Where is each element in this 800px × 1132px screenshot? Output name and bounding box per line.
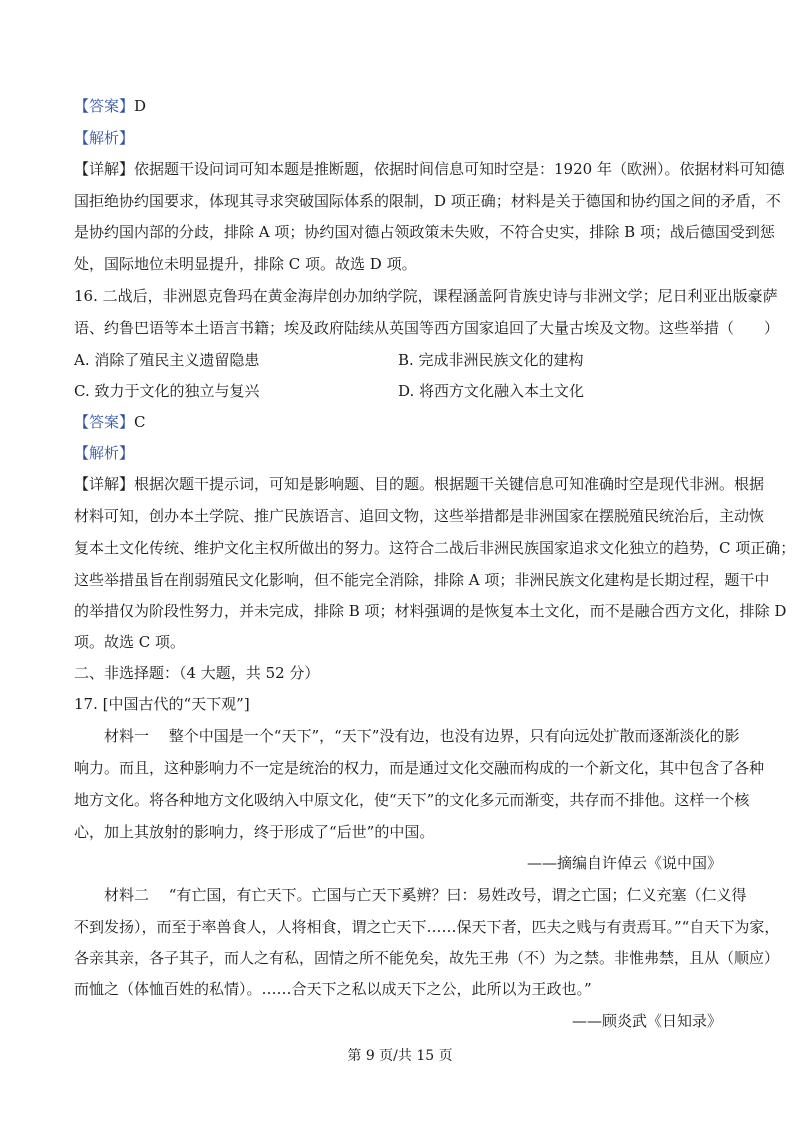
q16-detail-line-4: 这些举措虽旨在削弱殖民文化影响，但不能完全消除，排除 A 项；非洲民族文化建构是长期过程，题干中 — [74, 571, 770, 589]
q15-answer-row — [74, 96, 146, 116]
q16-option-a: A. 消除了殖民主义遗留隐患 — [74, 351, 260, 369]
q16-detail-line-2: 材料可知，创办本土学院、推广民族语言、追回文物，这些举措都是非洲国家在摆脱殖民统治后，主动恢 — [74, 507, 765, 525]
q17-material2-line-1: 材料二 “有亡国，有亡天下。亡国与亡天下奚辨？曰：易姓改号，谓之亡国；仁义充塞（仁义得 — [104, 886, 747, 904]
q16-detail-line-6: 项。故选 C 项。 — [74, 633, 186, 651]
page-number: 第 9 页/共 15 页 — [347, 1048, 453, 1064]
q17-material1-source: ——摘编自许倬云《说中国》 — [526, 854, 722, 872]
answer-tag: 【答案】 — [74, 413, 135, 431]
q16-detail-line-3: 复本土文化传统、维护文化主权所做出的努力。这符合二战后非洲民族国家追求文化独立的趋势，C 项正确； — [74, 539, 796, 557]
q15-detail-line-2: 国拒绝协约国要求，体现其寻求突破国际体系的限制，D 项正确；材料是关于德国和协约国之间的矛盾，不 — [74, 192, 781, 210]
answer-value: D — [134, 97, 147, 115]
q17-material2-line-4: 而恤之（体恤百姓的私情）。……合天下之私以成天下之公，此所以为王政也。” — [74, 980, 592, 998]
q15-detail-line-4: 处，国际地位未明显提升，排除 C 项。故选 D 项。 — [74, 255, 417, 273]
q16-stem-line-1: 16. 二战后，非洲恩克鲁玛在黄金海岸创办加纳学院，课程涵盖阿肯族史诗与非洲文学；尼日利亚出版豪萨 — [74, 287, 778, 305]
q17-stem: 17. [中国古代的“天下观”] — [74, 695, 250, 713]
analysis-tag: 【解析】 — [74, 129, 135, 147]
q17-material1-line-4: 心，加上其放射的影响力，终于形成了“后世”的中国。 — [74, 823, 435, 841]
detail-tag: 【详解】 — [74, 475, 135, 493]
q16-detail-line-5: 的举措仅为阶段性努力，并未完成，排除 B 项；材料强调的是恢复本土文化，而不是融合西方文化，排除 D — [74, 602, 787, 620]
answer-value: C — [134, 413, 146, 431]
q17-material2-source: ——顾炎武《日知录》 — [571, 1012, 722, 1030]
q17-material2-line-3: 各亲其亲，各子其子，而人之有私，固情之所不能免矣，故先王弗（不）为之禁。非惟弗禁，且从（顺应） — [74, 949, 780, 967]
answer-tag: 【答案】 — [74, 97, 135, 115]
q16-option-b: B. 完成非洲民族文化的建构 — [398, 351, 584, 369]
q16-answer-row — [74, 412, 146, 432]
q17-material2-line-2: 不到发扬），而至于率兽食人，人将相食，谓之亡天下……保天下者，匹夫之贱与有责焉耳。”“自天下为家， — [74, 918, 780, 936]
q16-option-c: C. 致力于文化的独立与复兴 — [74, 382, 260, 400]
q16-stem-line-2: 语、约鲁巴语等本土语言书籍；埃及政府陆续从英国等西方国家追回了大量古埃及文物。这些举措（ ） — [74, 319, 780, 337]
detail-tag: 【详解】 — [74, 160, 135, 178]
q15-detail-line-1: 【详解】依据题干设问词可知本题是推断题，依据时间信息可知时空是：1920 年（欧洲）。依据材料可知德 — [74, 160, 785, 178]
q16-option-d: D. 将西方文化融入本土文化 — [398, 382, 585, 400]
q17-material1-line-2: 响力。而且，这种影响力不一定是统治的权力，而是通过文化交融而构成的一个新文化，其中包含了各种 — [74, 759, 765, 777]
analysis-tag: 【解析】 — [74, 444, 135, 462]
q16-detail-line-1: 【详解】根据次题干提示词，可知是影响题、目的题。根据题干关键信息可知准确时空是现代非洲。根据 — [74, 475, 765, 493]
q17-material1-line-3: 地方文化。将各种地方文化吸纳入中原文化，使“天下”的文化多元而渐变，共存而不排他。这样一个核 — [74, 791, 750, 809]
section-title: 二、非选择题：（4 大题，共 52 分） — [74, 664, 320, 682]
q15-detail-line-3: 是协约国内部的分歧，排除 A 项；协约国对德占领政策未失败，不符合史实，排除 B 项；战后德国受到惩 — [74, 223, 775, 241]
q17-material1-line-1: 材料一 整个中国是一个“天下”，“天下”没有边，也没有边界，只有向远处扩散而逐渐淡化的影 — [104, 727, 740, 745]
